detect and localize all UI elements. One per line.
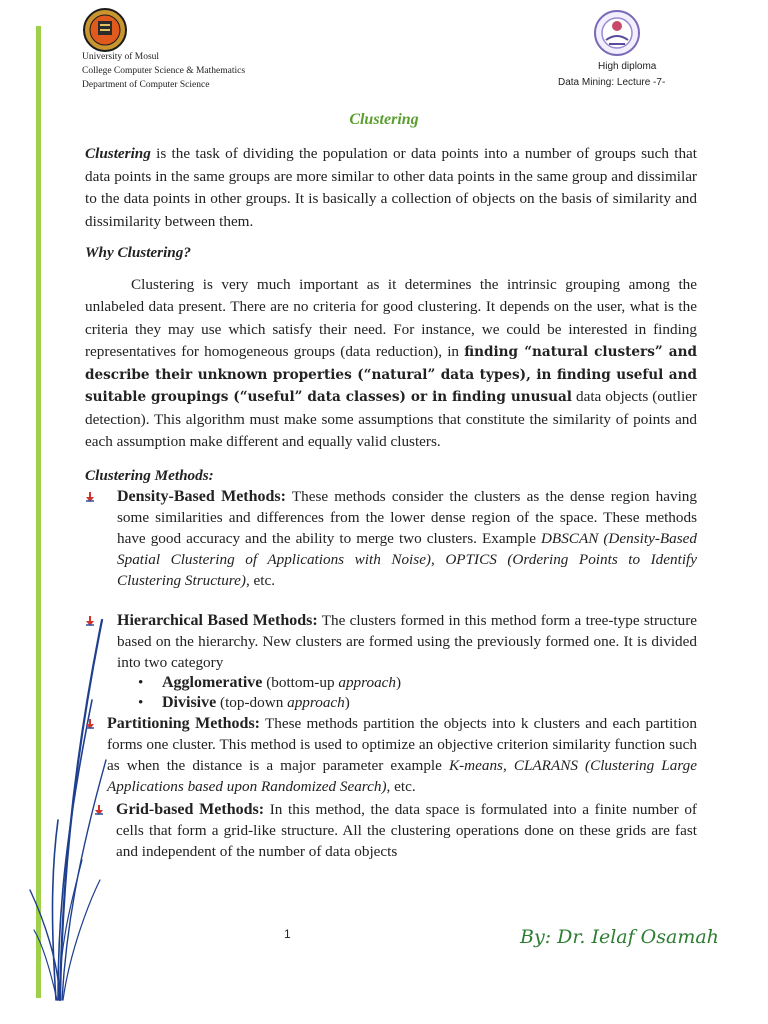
page-number: 1	[284, 927, 291, 941]
course-header	[558, 59, 665, 91]
page-title: Clustering	[349, 111, 419, 128]
method-partitioning: Partitioning Methods: These methods partition the objects into k clusters and each partition forms one cluster. This method is used to optimize an objective criterion similarity function such as when the distance is a major parameter example K-means, CLARANS (Clustering Large Applications based upon Randomized Search), etc.	[85, 713, 697, 797]
category-agglomerative: • Agglomerative (bottom-up approach)	[162, 673, 697, 693]
arrow-bullet-icon	[85, 492, 95, 502]
department-name: Department of Computer Science	[82, 80, 210, 90]
hierarchical-method-text: The clusters formed in this method form a tree-type structure based on the hierarchy. New clusters are formed using the previously formed one. It is divided into two category	[117, 611, 697, 671]
why-text-part2: data objects (outlier detection). This algorithm must make some assumptions that constitute the similarity of points and each assumption make different and equally valid clusters.	[85, 388, 697, 450]
why-text-bold: finding “natural clusters” and describe their unknown properties (“natural” data types), in finding useful and suitable groupings (“useful” data classes) or in finding unusual	[85, 344, 697, 405]
density-example-dbscan: DBSCAN (Density-Based Spatial Clustering of Applications with Noise)	[117, 529, 697, 568]
partitioning-method-name: Partitioning Methods:	[107, 714, 260, 732]
hierarchical-method-name: Hierarchical Based Methods:	[117, 611, 318, 629]
intro-term: Clustering	[85, 145, 151, 162]
lecture-label: Data Mining: Lecture -7-	[558, 77, 666, 88]
arrow-bullet-icon	[85, 719, 95, 729]
university-of-mosul-logo	[82, 7, 128, 53]
intro-text: is the task of dividing the population or data points into a number of groups such that data points in the same groups are more similar to other data points in the same group and dissimilar to the data points in other groups. It is basically a collection of objects on the basis of similarity and dissimilarity between them.	[85, 145, 697, 230]
program-name: High diploma	[598, 61, 657, 72]
partitioning-method-text: These methods partition the objects into k clusters and each partition forms one cluster. This method is used to optimize an objective criterion similarity function such as when the distance is a major parameter example	[107, 714, 697, 774]
density-example-optics: OPTICS (Ordering Points to Identify Clustering Structure)	[117, 550, 698, 589]
methods-heading: Clustering Methods:	[85, 466, 214, 484]
why-clustering-heading: Why Clustering?	[85, 244, 191, 261]
arrow-bullet-icon	[94, 805, 104, 815]
intro-paragraph	[85, 143, 697, 233]
density-method-name: Density-Based Methods:	[117, 487, 286, 505]
college-name: College Computer Science & Mathematics	[82, 66, 246, 76]
partitioning-example: K-means, CLARANS (Clustering Large Applications based upon Randomized Search)	[107, 756, 697, 795]
arrow-bullet-icon	[85, 616, 95, 626]
hierarchical-categories	[85, 673, 697, 713]
institution-header	[82, 50, 245, 92]
method-hierarchical	[85, 610, 697, 673]
grid-method-name: Grid-based Methods:	[116, 800, 265, 818]
document-body	[85, 143, 697, 862]
why-text-part1: Clustering is very much important as it determines the intrinsic grouping among the unlabeled data present. There are no criteria for good clustering. It depends on the user, what is the criteria they may use which satisfy their need. For instance, we could be interested in finding representatives for homogeneous groups (data reduction), in	[85, 275, 697, 360]
university-name: University of Mosul	[82, 52, 160, 62]
left-accent-bar	[36, 26, 41, 998]
why-clustering-paragraph	[85, 274, 697, 454]
method-grid	[85, 799, 697, 862]
category-divisive: • Divisive (top-down approach)	[162, 693, 697, 713]
density-method-text: These methods consider the clusters as the dense region having some similarities and differences from the lower dense region of the space. These methods have good accuracy and the ability to merge two clusters. Example	[117, 487, 697, 547]
grid-method-text: In this method, the data space is formulated into a finite number of cells that form a grid-like structure. All the clustering operations done on these grids are fast and independent of the number of data objects	[116, 800, 697, 860]
college-logo	[592, 8, 642, 58]
method-density: Density-Based Methods: These methods consider the clusters as the dense region having some similarities and differences from the lower dense region of the space. These methods have good accuracy and the ability to merge two clusters. Example DBSCAN (Density-Based Spatial Clustering of Applications with Noise), OPTICS (Ordering Points to Identify Clustering Structure), etc.	[85, 486, 697, 591]
author-signature: By: Dr. Ielaf Osamah	[520, 926, 719, 948]
